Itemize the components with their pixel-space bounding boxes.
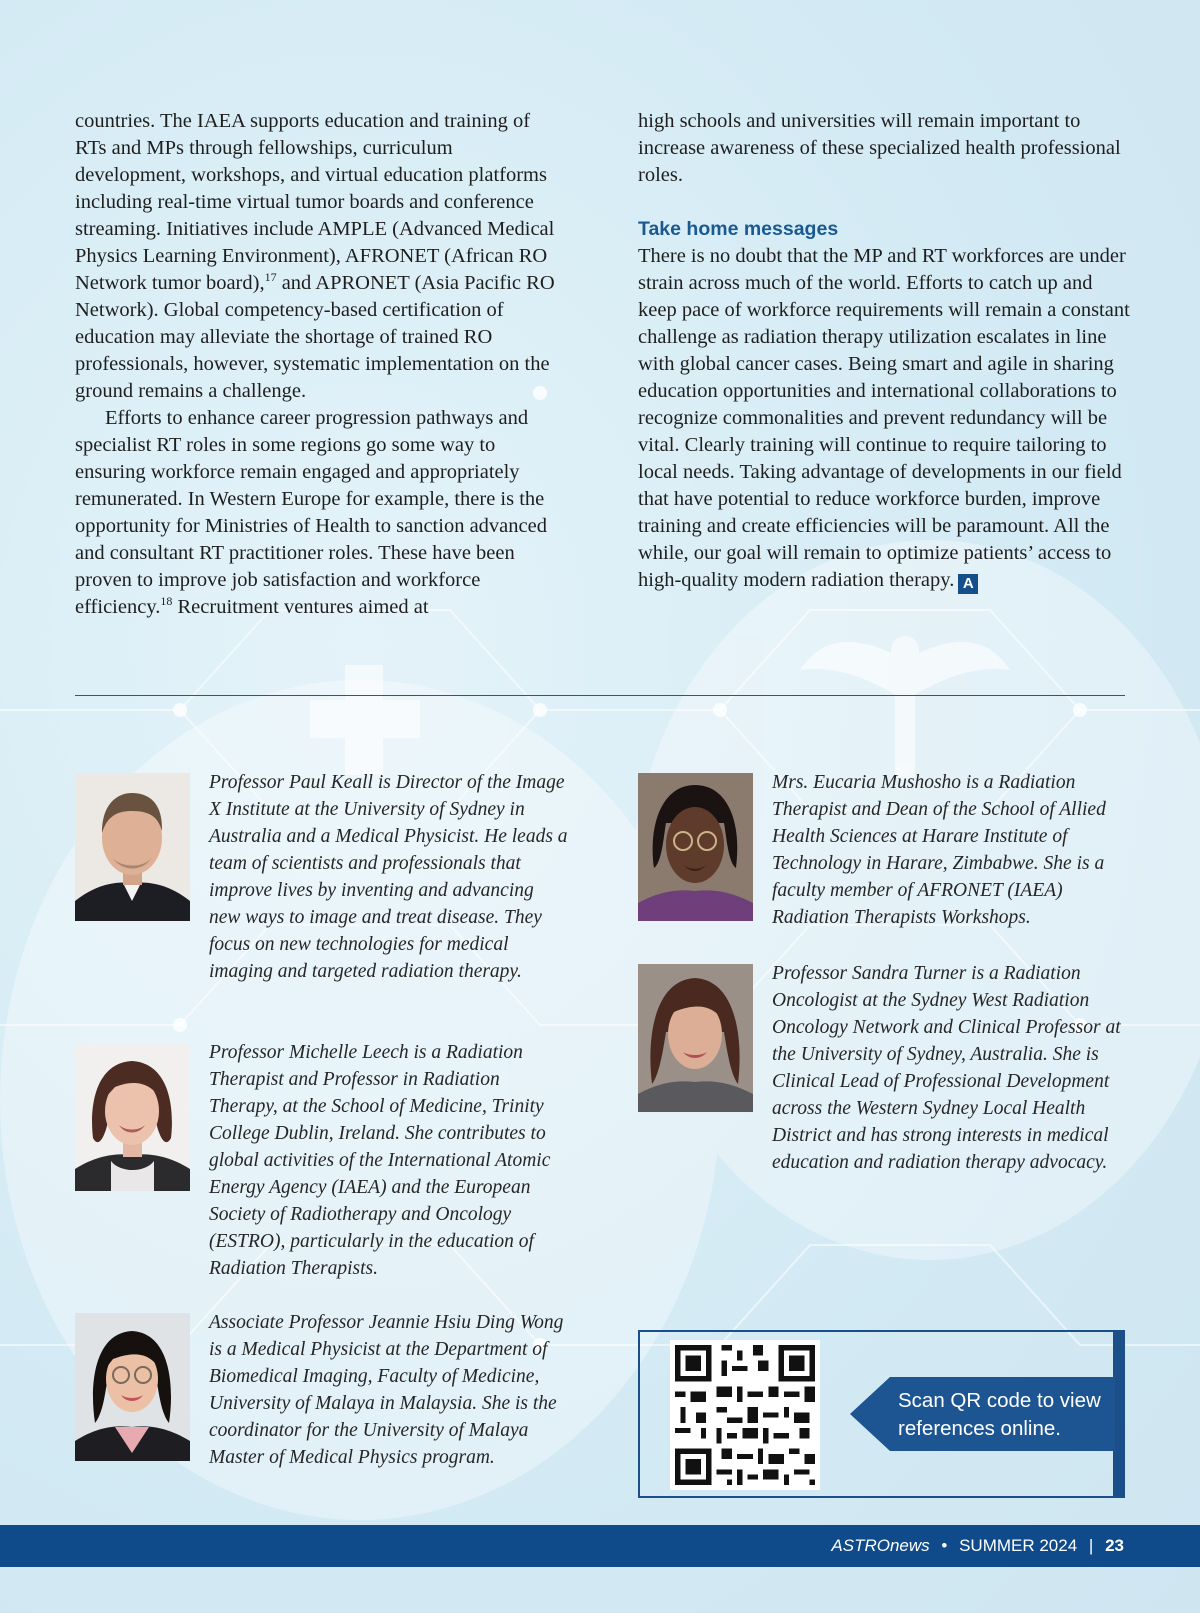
paragraph: There is no doubt that the MP and RT workforces are under strain across much of the world. Efforts to catch up and keep pace of workforce requirements will remain a constant challenge as radiation therapy utilization escalates in line with global cancer cases. Being smart and agile in sharing education opportunities and international collaborations to recognize commonalities and prevent redundancy will be vital. Clearly training will continue to require tailoring to local needs. Taking advantage of developments in our field that have potential to reduce workforce burden, improve training and create efficiencies will be paramount. All the while, our goal will remain to optimize patients’ access to high-quality modern radiation therapy. A	[638, 245, 1130, 592]
paragraph: Efforts to enhance career progression pathways and specialist RT roles in some regions go some way to ensuring workforce remain engaged and appropriately remunerated. In Western Europe for example, there is the opportunity for Ministries of Health to sanction advanced and consultant RT practitioner roles. These have been proven to improve job satisfaction and workforce efficiency.$^{18}$ Recruitment ventures aimed at	[75, 407, 547, 618]
bio-text: Professor Sandra Turner is a Radiation Oncologist at the Sydney West Radiation Oncology Network and Clinical Professor at the University of Sydney, Australia. She is Clinical Lead of Professional Development across the Western Sydney Local Health District and has strong interests in medical education and radiation therapy advocacy.	[772, 963, 1121, 1173]
footer-divider: |	[1088, 1536, 1094, 1555]
author-photo	[75, 1043, 190, 1191]
article-left-column	[75, 108, 565, 621]
qr-callout	[850, 1377, 1115, 1451]
section-divider	[75, 695, 1125, 696]
bio-text: Associate Professor Jeannie Hsiu Ding Wong is a Medical Physicist at the Department of Biomedical Imaging, Faculty of Medicine, University of Malaya in Malaysia. She is the coordinator for the University of Malaya Master of Medical Physics program.	[209, 1312, 564, 1468]
citation-ref: 17	[264, 270, 277, 285]
qr-references-box	[638, 1330, 1125, 1498]
page-footer	[0, 1525, 1200, 1567]
bio-text: Mrs. Eucaria Mushosho is a Radiation Therapist and Dean of the School of Allied Health Sciences at Harare Institute of Technology in Harare, Zimbabwe. She is a faculty member of AFRONET (IAEA) Radiation Therapists Workshops.	[772, 772, 1106, 928]
author-photo	[638, 964, 753, 1112]
article-right-column	[638, 108, 1133, 594]
bio-text: Professor Michelle Leech is a Radiation Therapist and Professor in Radiation Therapy, at the School of Medicine, Trinity College Dublin, Ireland. She contributes to global activities of the International Atomic Energy Agency (IAEA) and the European Society of Radiotherapy and Oncology (ESTRO), particularly in the education of Radiation Therapists.	[209, 1042, 551, 1279]
page-number: 23	[1105, 1536, 1124, 1555]
issue-label: SUMMER 2024	[959, 1536, 1078, 1555]
author-photo	[638, 773, 753, 921]
author-photo	[75, 773, 190, 921]
section-heading: Take home messages	[638, 218, 839, 240]
bio-text: Professor Paul Keall is Director of the Image X Institute at the University of Sydney in Australia and a Medical Physicist. He leads a team of scientists and professionals that improve lives by inventing and advancing new ways to image and treat disease. They focus on new technologies for medical imaging and targeted radiation therapy.	[209, 772, 568, 982]
paragraph: countries. The IAEA supports education and training of RTs and MPs through fellowships, curriculum development, workshops, and virtual education platforms including real-time virtual tumor boards and conference streaming. Initiatives include AMPLE (Advanced Medical Physics Learning Environment), AFRONET (African RO Network tumor board),$^{17}$ and APRONET (Asia Pacific RO Network). Global competency-based certification of education may alleviate the shortage of trained RO professionals, however, systematic implementation on the ground remains a challenge.	[75, 110, 555, 402]
publication-name: ASTROnews	[831, 1536, 930, 1555]
author-photo	[75, 1313, 190, 1461]
citation-ref: 18	[160, 594, 173, 609]
paragraph: high schools and universities will remain important to increase awareness of these specialized health professional roles.	[638, 110, 1121, 186]
qr-callout-text: Scan QR code to view references online.	[898, 1389, 1101, 1440]
footer-bullet: •	[941, 1536, 948, 1555]
qr-code[interactable]	[670, 1340, 820, 1490]
end-of-article-icon: A	[958, 574, 978, 594]
